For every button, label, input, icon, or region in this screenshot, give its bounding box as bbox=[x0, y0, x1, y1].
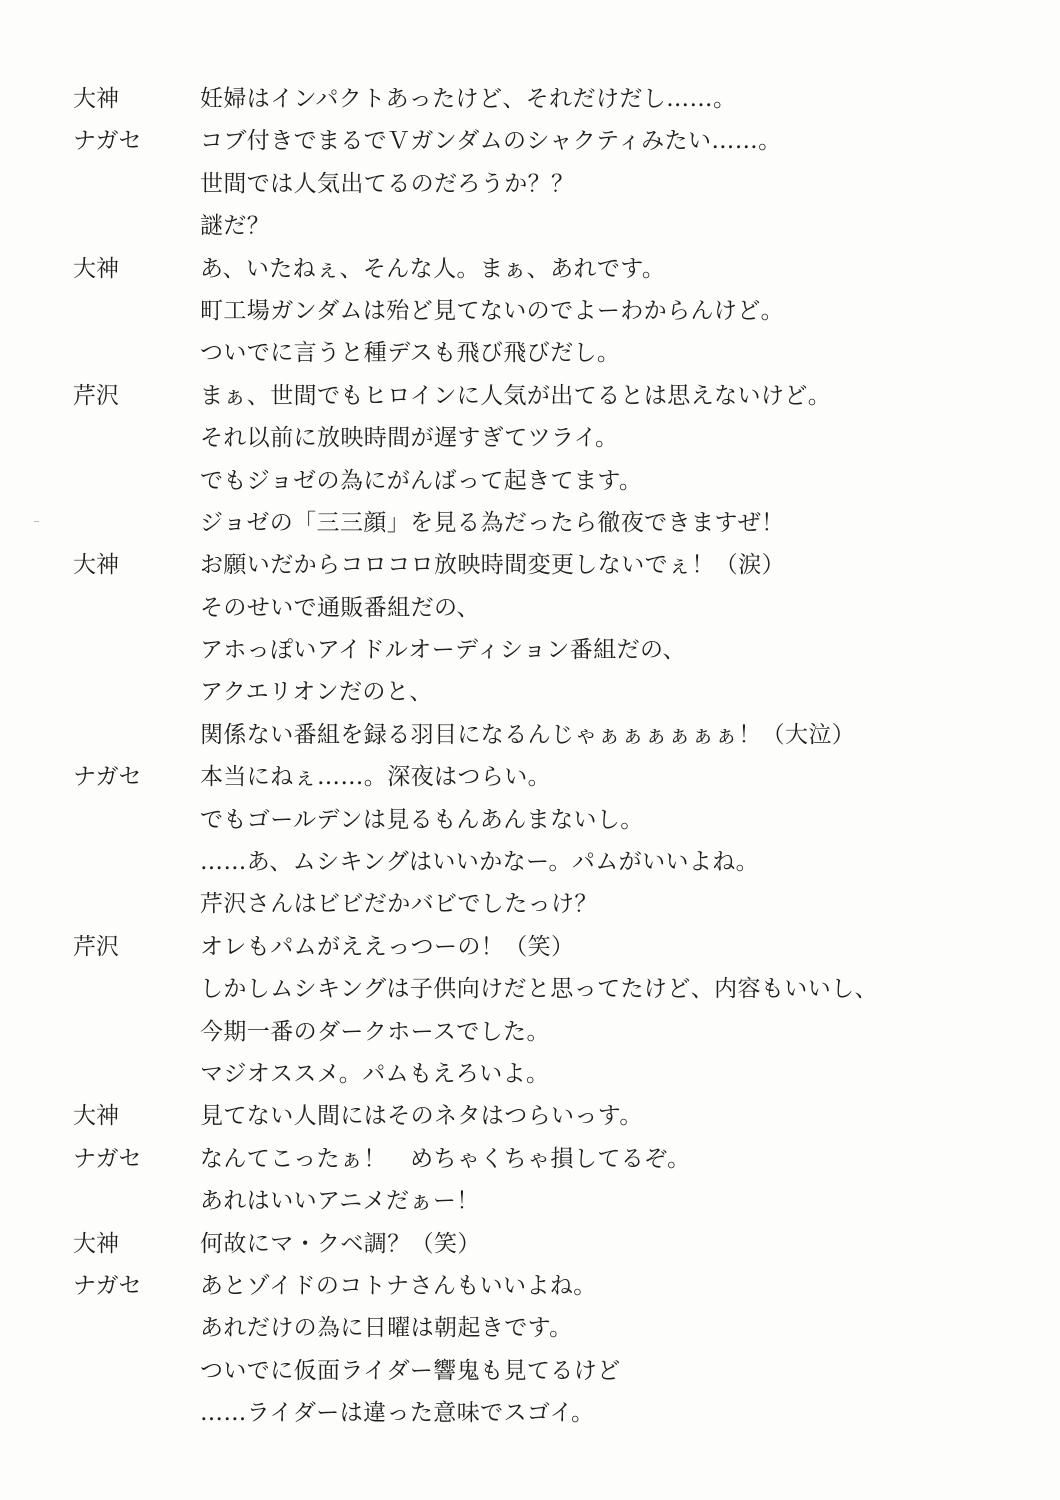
dialogue-line bbox=[0, 460, 1060, 502]
speaker-name: 大神 bbox=[73, 1230, 119, 1257]
dialogue-line bbox=[0, 841, 1060, 883]
dialogue-line bbox=[0, 926, 1060, 968]
speaker-name: ナガセ bbox=[73, 1272, 142, 1299]
dialogue-text: 町工場ガンダムは殆ど見てないのでよーわからんけど。 bbox=[200, 297, 785, 324]
dialogue-text: マジオススメ。パムもえろいよ。 bbox=[200, 1060, 550, 1087]
dialogue-text: そのせいで通販番組だの、 bbox=[200, 594, 480, 621]
dialogue-text: なんてこったぁ！ めちゃくちゃ損してるぞ。 bbox=[200, 1145, 691, 1172]
speaker-name: 大神 bbox=[73, 1103, 119, 1130]
dialogue-line bbox=[0, 1053, 1060, 1095]
speaker-name: ナガセ bbox=[73, 764, 142, 791]
dialogue-line bbox=[0, 290, 1060, 332]
dialogue-text: あとゾイドのコトナさんもいいよね。 bbox=[200, 1272, 597, 1299]
dialogue-line bbox=[0, 1138, 1060, 1180]
dialogue-text: 見てない人間にはそのネタはつらいっす。 bbox=[200, 1103, 643, 1130]
dialogue-line bbox=[0, 332, 1060, 374]
dialogue-text: あ、いたねぇ、そんな人。まぁ、あれです。 bbox=[200, 255, 666, 282]
dialogue-text: 芹沢さんはビビだかバビでしたっけ？ bbox=[200, 891, 598, 918]
dialogue-text: アクエリオンだのと、 bbox=[200, 679, 433, 706]
dialogue-text: あれはいいアニメだぁー！ bbox=[200, 1188, 480, 1215]
dialogue-text: 今期一番のダークホースでした。 bbox=[200, 1018, 550, 1045]
dialogue-line bbox=[0, 671, 1060, 713]
dialogue-text: でもジョゼの為にがんばって起きてます。 bbox=[200, 467, 643, 494]
dialogue-line bbox=[0, 883, 1060, 925]
dialogue-text: でもゴールデンは見るもんあんまないし。 bbox=[200, 806, 644, 833]
speaker-name: 大神 bbox=[73, 255, 119, 282]
dialogue-line bbox=[0, 714, 1060, 756]
dialogue-line bbox=[0, 1011, 1060, 1053]
dialogue-line bbox=[0, 1265, 1060, 1307]
dialogue-text: 本当にねぇ……。深夜はつらい。 bbox=[200, 764, 551, 791]
dialogue-line bbox=[0, 799, 1060, 841]
dialogue-text: お願いだからコロコロ放映時間変更しないでぇ！（涙） bbox=[200, 552, 785, 579]
dialogue-text: まぁ、世間でもヒロインに人気が出てるとは思えないけど。 bbox=[200, 382, 832, 409]
dialogue-line bbox=[0, 544, 1060, 586]
dialogue-text: ジョゼの「三三顔」を見る為だったら徹夜できますぜ！ bbox=[200, 509, 785, 536]
dialogue-line bbox=[0, 78, 1060, 120]
dialogue-text: あれだけの為に日曜は朝起きです。 bbox=[200, 1315, 573, 1342]
dialogue-text: アホっぽいアイドルオーディション番組だの、 bbox=[200, 637, 686, 664]
dialogue-text: 謎だ？ bbox=[200, 213, 271, 240]
dialogue-line bbox=[0, 417, 1060, 459]
speaker-name: 大神 bbox=[73, 552, 119, 579]
dialogue-text: ……あ、ムシキングはいいかなー。パムがいいよね。 bbox=[200, 849, 760, 876]
dialogue-line bbox=[0, 1307, 1060, 1349]
dialogue-line bbox=[0, 120, 1060, 162]
dialogue-text: 世間では人気出てるのだろうか？？ bbox=[200, 170, 575, 197]
dialogue-line bbox=[0, 375, 1060, 417]
dialogue-line bbox=[0, 205, 1060, 247]
dialogue-line bbox=[0, 1392, 1060, 1434]
dialogue-line bbox=[0, 629, 1060, 671]
dialogue-text: 関係ない番組を録る羽目になるんじゃぁぁぁぁぁぁ！（大泣） bbox=[200, 721, 856, 748]
dialogue-text: それ以前に放映時間が遅すぎてツライ。 bbox=[200, 425, 619, 452]
dialogue-line bbox=[0, 587, 1060, 629]
dialogue-line bbox=[0, 756, 1060, 798]
dialogue-text: オレもパムがええっつーの！（笑） bbox=[200, 933, 575, 960]
dialogue-text: 何故にマ・クベ調？（笑） bbox=[200, 1230, 481, 1257]
speaker-name: ナガセ bbox=[73, 1145, 142, 1172]
dialogue-text: ……ライダーは違った意味でスゴイ。 bbox=[200, 1400, 595, 1427]
dialogue-text: しかしムシキングは子供向けだと思ってたけど、内容もいいし、 bbox=[200, 976, 878, 1003]
dialogue-line bbox=[0, 968, 1060, 1010]
dialogue-line bbox=[0, 1180, 1060, 1222]
dialogue-line bbox=[0, 248, 1060, 290]
speaker-name: 大神 bbox=[73, 86, 119, 112]
dialogue-line bbox=[0, 1223, 1060, 1265]
speaker-name: 芹沢 bbox=[73, 382, 119, 409]
dialogue-text: コブ付きでまるでＶガンダムのシャクティみたい……。 bbox=[200, 128, 782, 155]
speaker-name: 芹沢 bbox=[73, 933, 119, 960]
dialogue-transcript bbox=[0, 78, 1060, 1435]
dialogue-line bbox=[0, 1350, 1060, 1392]
dialogue-line bbox=[0, 1095, 1060, 1137]
speaker-name: ナガセ bbox=[73, 128, 142, 155]
dialogue-text: 妊婦はインパクトあったけど、それだけだし……。 bbox=[200, 86, 737, 112]
dialogue-line bbox=[0, 163, 1060, 205]
dialogue-text: ついでに言うと種デスも飛び飛びだし。 bbox=[200, 340, 621, 367]
dialogue-text: ついでに仮面ライダー響鬼も見てるけど bbox=[200, 1357, 621, 1384]
dialogue-line bbox=[0, 502, 1060, 544]
